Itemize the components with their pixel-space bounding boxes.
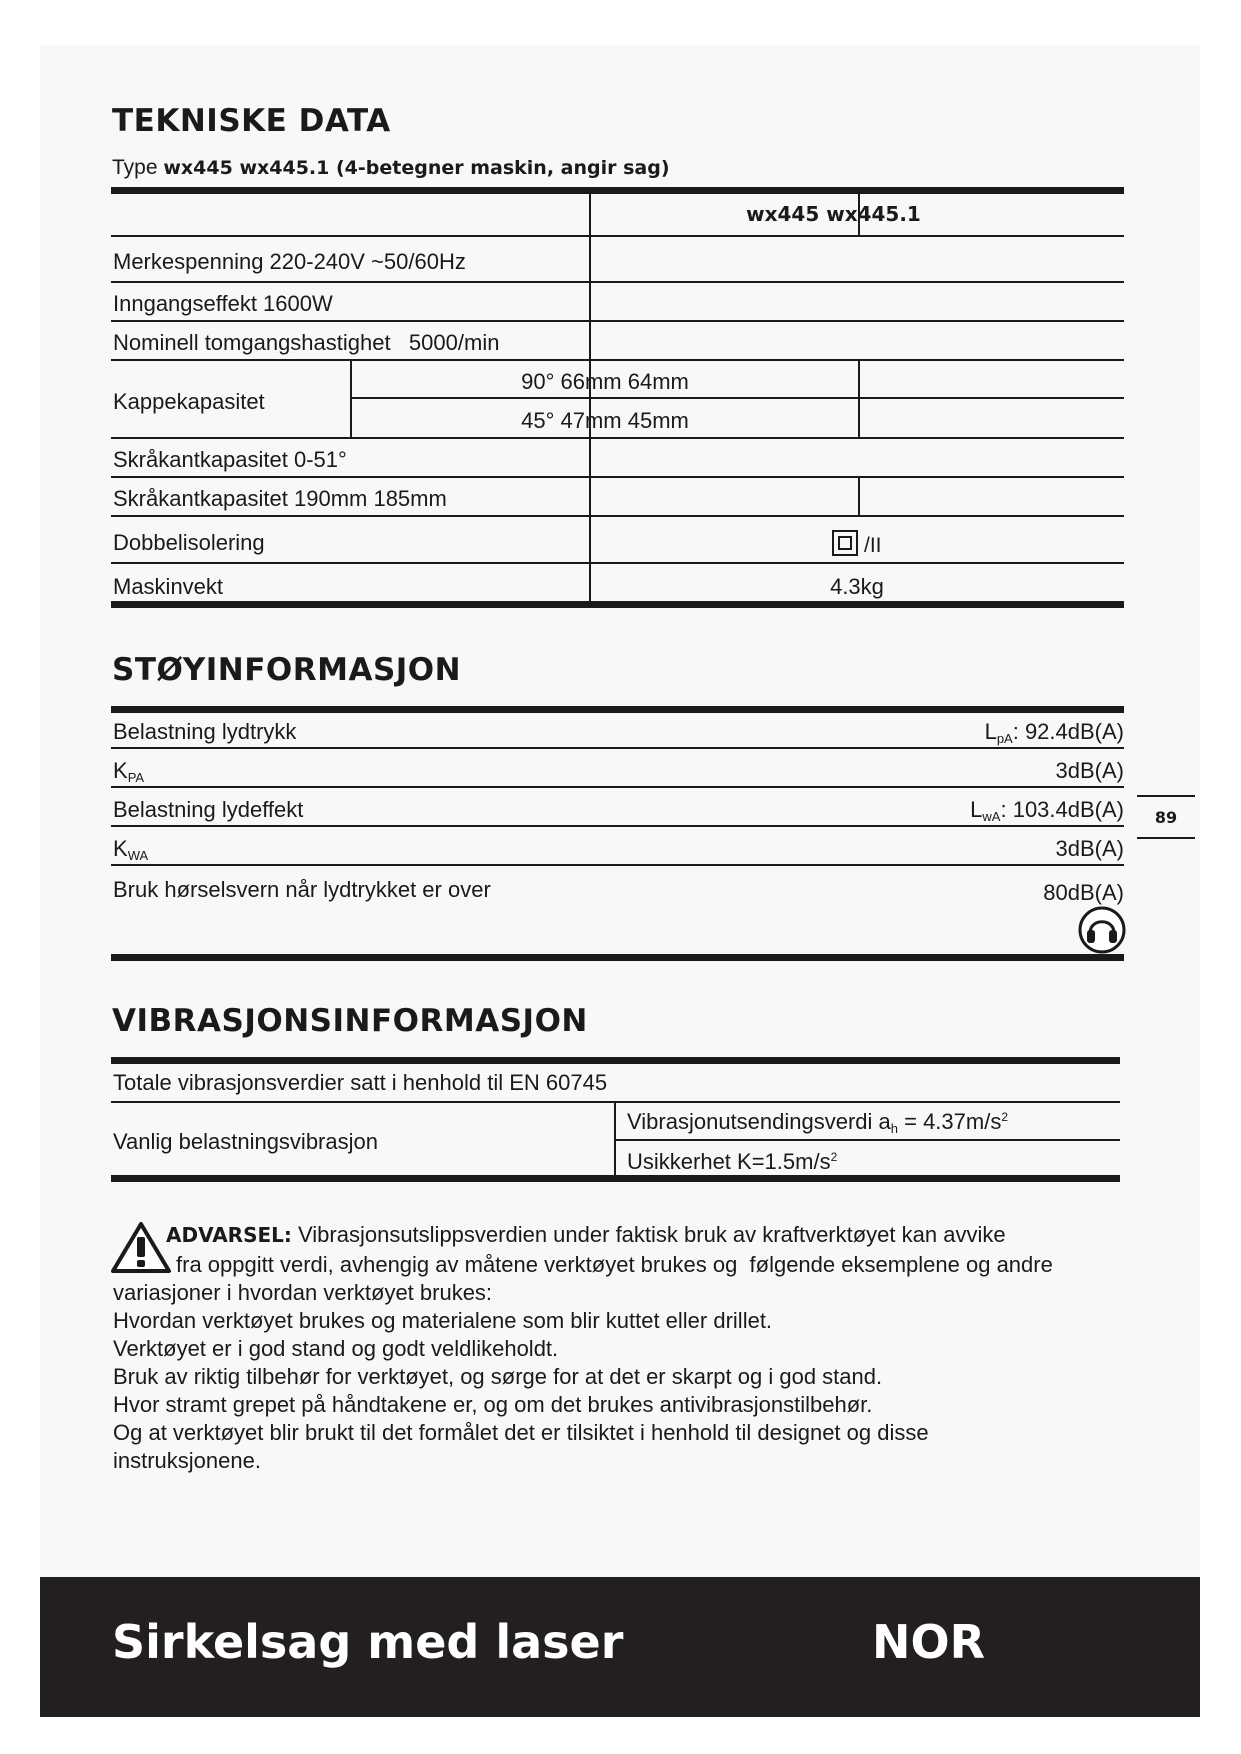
- noise-title: STØYINFORMASJON: [112, 652, 462, 688]
- row-insulation-value: /II: [864, 534, 882, 557]
- noise-kwa-value: 3dB(A): [1055, 836, 1124, 861]
- row-input: Inngangseffekt 1600W: [113, 291, 333, 316]
- warning-line7: Hvor stramt grepet på håndtakene er, og om det brukes antivibrasjonstilbehør.: [113, 1392, 873, 1417]
- row-cut-label: Kappekapasitet: [113, 389, 265, 414]
- vibration-emission: Vibrasjonutsendingsverdi $a_h = 4.37m/s^2$: [627, 1109, 1009, 1136]
- noise-lwa-label: Belastning lydeffekt: [113, 797, 304, 822]
- warning-icon: [110, 1221, 172, 1275]
- vibration-typical: Vanlig belastningsvibrasjon: [113, 1129, 378, 1154]
- row-insulation: Dobbelisolering: [113, 530, 265, 555]
- footer-lang: NOR: [872, 1615, 986, 1669]
- page-number: 89: [1154, 808, 1178, 827]
- noise-kpa-label: $K_{PA}$: [113, 758, 145, 785]
- row-weight-value: 4.3kg: [830, 574, 884, 599]
- noise-lpa-value: $L_{pA}$: 92.4dB(A): [984, 719, 1124, 746]
- warning-label: ADVARSEL:: [166, 1223, 292, 1247]
- type-line: [112, 156, 670, 180]
- row-voltage: Merkespenning 220-240V ~50/60Hz: [113, 249, 466, 274]
- warning-line8: Og at verktøyet blir brukt til det formålet det er tilsiktet i henhold til designet og disse: [113, 1420, 929, 1445]
- noise-ear-value: 80dB(A): [1043, 880, 1124, 905]
- row-bevel: Skråkantkapasitet 0-51°: [113, 447, 347, 472]
- warning-line5: Verktøyet er i god stand og godt veldlikeholdt.: [113, 1336, 559, 1361]
- tech-title: TEKNISKE DATA: [112, 103, 391, 139]
- type-models: wx445 wx445.1 (4-betegner maskin, angir sag): [163, 157, 670, 179]
- vibration-total: Totale vibrasjonsverdier satt i henhold til EN 60745: [113, 1070, 608, 1095]
- noise-lwa-value: $L_{wA}$: 103.4dB(A): [970, 797, 1124, 824]
- row-bevel-depth: Skråkantkapasitet 190mm 185mm: [113, 486, 447, 511]
- row-cut-90: 90° 66mm 64mm: [521, 369, 689, 394]
- ear-protection-icon: [1078, 906, 1126, 954]
- vibration-title: VIBRASJONSINFORMASJON: [112, 1003, 588, 1039]
- noise-kpa-value: 3dB(A): [1055, 758, 1124, 783]
- footer-title: Sirkelsag med laser: [112, 1615, 624, 1669]
- noise-ear-label: Bruk hørselsvern når lydtrykket er over: [113, 877, 491, 902]
- warning-line9: instruksjonene.: [113, 1448, 261, 1473]
- vibration-uncertainty: Usikkerhet $K=1.5m/s^2$: [627, 1149, 838, 1174]
- noise-lpa-label: Belastning lydtrykk: [113, 719, 297, 744]
- warning-line2: fra oppgitt verdi, avhengig av måtene verktøyet brukes og følgende eksemplene og andre: [176, 1252, 1053, 1277]
- noise-kwa-label: $K_{WA}$: [113, 836, 149, 863]
- row-weight: Maskinvekt: [113, 574, 224, 599]
- tech-header-model: wx445 wx445.1: [746, 202, 921, 226]
- warning-line4: Hvordan verktøyet brukes og materialene som blir kuttet eller drillet.: [113, 1308, 773, 1333]
- row-cut-45: 45° 47mm 45mm: [521, 408, 689, 433]
- row-speed: Nominell tomgangshastighet 5000/min: [113, 330, 500, 355]
- warning-line6: Bruk av riktig tilbehør for verktøyet, og sørge for at det er skarpt og i god stand.: [113, 1364, 883, 1389]
- warning-line3: variasjoner i hvordan verktøyet brukes:: [113, 1280, 493, 1305]
- type-prefix: Type: [112, 156, 164, 179]
- warning-line1: ADVARSEL: Vibrasjonsutslippsverdien under faktisk bruk av kraftverktøyet kan avvike: [166, 1222, 1006, 1247]
- double-insulation-icon: [832, 530, 858, 556]
